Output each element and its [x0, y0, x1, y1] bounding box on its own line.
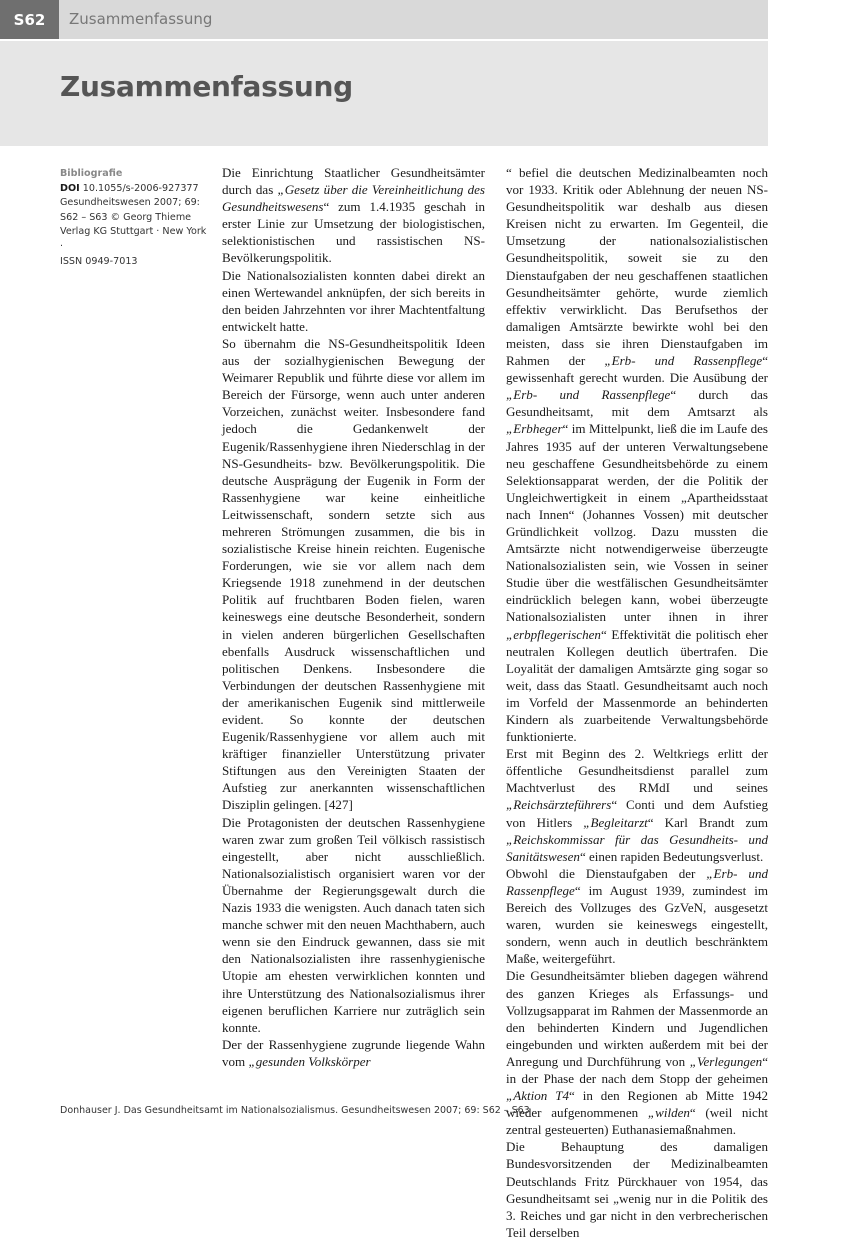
- text-run: So übernahm die NS-Gesundheitspolitik Ideen aus der sozialhygienischen Bewegung der Weimarer Republik und führte diese vor allem im Bereich der Fürsorge, wenn auch unter anderen Vorzeichen, zunächst weiter. Insbesondere fand jedoch die Gedankenwelt der Eugenik/Rassenhygiene ihren Niederschlag in der NS-Gesundheits- bzw. Bevölkerungspolitik. Die deutsche Ausprägung der Eugenik in Form der Rassenhygiene war keine einheitliche Leitwissenschaft, sondern setzte sich aus mehreren Strömungen zusammen, die bis in sozialistische Kreise hinein reichten. Eugenische Forderungen, wie sie vor allem nach dem Kriegsende 1918 zunehmend in der deutschen Politik auf fruchtbaren Boden fielen, waren keineswegs eine deutsche Besonderheit, sondern in vielen anderen bürgerlichen Gesellschaften ebenfalls Ausdruck wissenschaftlichen und politischen Denkens. Insbesondere die Verbindungen der deutschen Rassenhygiene mit der amerikanischen Eugenik sind mittlerweile evident. So konnte der deutschen Eugenik/Rassenhygiene vor allem auch mit kräftiger finanzieller Unterstützung privater Stiftungen aus den Vereinigten Staaten der Aufstieg zur anerkannten wissenschaftlichen Disziplin gelingen. [427]: [222, 335, 485, 813]
- article-title: Zusammenfassung: [60, 70, 353, 103]
- emphasized-term: „Erb- und Rassenpflege: [604, 353, 763, 369]
- text-run: “ in den Regionen ab Mitte 1942 wieder aufgenommenen: [506, 1088, 768, 1121]
- page-footer: Donhauser J. Das Gesundheitsamt im Nationalsozialismus. Gesundheitswesen 2007; 69: S62 – S63: [60, 1105, 530, 1116]
- text-run: Der der Rassenhygiene zugrunde liegende Wahn vom: [222, 1036, 485, 1069]
- emphasized-term: „gesunden Volkskörper: [248, 1053, 371, 1069]
- text-run: “ Conti und dem Aufstieg von Hitlers: [506, 797, 768, 830]
- body-paragraph: [222, 335, 485, 814]
- emphasized-term: „erbpflegerischen: [506, 626, 601, 642]
- bibliography-heading: Bibliografie: [60, 168, 123, 179]
- text-run: Die Protagonisten der deutschen Rassenhygiene waren zwar zum großen Teil völkisch rassistisch eingestellt, aber nicht ausschließlich. Nationalsozialistisch organisiert waren vor der Übernahme der Regierungsgewalt durch die Nazis 1933 die wenigsten. Auch danach taten sich manche schwer mit den neuen Machthabern, auch wenn sie den Eindruck gewannen, dass sie mit den Nationalsozialisten ihre rassenhygienische Utopie am ehesten verwirklichen konnten und ihre Unterstützung des Nationalsozialismus ihrer eigenen beruflichen Karriere nur zuträglich sein konnte.: [222, 814, 485, 1035]
- text-run: “ im August 1939, zumindest im Bereich des Vollzuges des GzVeN, ausgesetzt waren, wurden sie keineswegs eingestellt, sondern, wenn auch in deutlich beschränktem Maße, weitergeführt.: [506, 882, 768, 967]
- body-paragraph: [506, 745, 768, 865]
- text-run: “ einen rapiden Bedeutungsverlust.: [579, 848, 764, 864]
- body-paragraph: [222, 164, 485, 267]
- body-paragraph: [506, 865, 768, 968]
- body-paragraph: [222, 814, 485, 1036]
- body-paragraph: [222, 1036, 485, 1070]
- page-number: S62: [0, 0, 59, 39]
- doi-line: [60, 182, 210, 197]
- citation-line: Gesundheitswesen 2007; 69:: [60, 197, 200, 209]
- emphasized-term: „Verlegungen: [689, 1053, 763, 1069]
- running-header-bar: [0, 0, 768, 39]
- body-paragraph-continued: [506, 164, 768, 745]
- body-column-left: [222, 164, 485, 1086]
- text-run: “ im Mittelpunkt, ließ die im Laufe des Jahres 1935 auf der unteren Verwaltungsebene neu geschaffene Gesundheitsbehörde zu einem Selektionsapparat werden, der die Politik der Ungleichwertigkeit in einem „Apartheidsstaat nach Innen“ (Johannes Vossen) mit deutscher Gründlichkeit vollzog. Dazu mussten die Amtsärzte nicht notwendigerweise überzeugte Nationalsozialisten sein, wie Vossen in seiner Studie über die westfälischen Gesundheitsämter eindrücklich belegen kann, wobei überzeugte Nationalsozialisten unter ihnen in ihrer: [506, 421, 768, 625]
- text-run: “ zum 1.4.1935 geschah in erster Linie zur Umsetzung der biologistischen, selektionistischen und rassistischen NS-Bevölkerungspolitik.: [222, 199, 485, 266]
- bibliography-block: [60, 167, 210, 269]
- body-paragraph: [222, 267, 485, 335]
- body-paragraph: [506, 1138, 768, 1241]
- text-run: Die Einrichtung Staatlicher Gesundheitsämter durch das: [222, 165, 485, 198]
- citation-line: ISSN 0949-7013: [60, 255, 138, 267]
- text-run: “ durch das Gesundheitsamt, mit dem Amtsarzt als: [506, 387, 768, 420]
- emphasized-term: „Erbheger: [506, 421, 563, 437]
- doi-label: DOI: [60, 182, 80, 194]
- emphasized-term: „wilden: [647, 1105, 690, 1121]
- text-run: Erst mit Beginn des 2. Weltkriegs erlitt der öffentliche Gesundheitsdienst parallel zum Machtverlust des RMdI und seines: [506, 746, 768, 796]
- citation-line: S62 – S63 © Georg Thieme: [60, 211, 192, 223]
- text-run: Die Gesundheitsämter blieben dagegen während des ganzen Krieges als Erfassungs- und Vollzugsapparat im Rahmen der Massenmorde an den behinderten Kindern und Jugendlichen eingebunden und wirkten außerdem mit bei der Anregung und Durchführung von: [506, 968, 768, 1069]
- emphasized-term: „Erb- und Rassenpflege: [506, 865, 768, 898]
- text-run: “ gewissenhaft gerecht wurden. Die Ausübung der: [506, 353, 768, 386]
- text-run: “ befiel die deutschen Medizinalbeamten noch vor 1933. Kritik oder Ablehnung der neuen NS-Gesundheitspolitik war deshalb aus diesen Kreisen nicht zu erwarten. Im Gegenteil, die Umsetzung der nationalsozialistischen Gesundheitspolitik, soweit sie zu den Dienstaufgaben der neu geschaffenen staatlichen Gesundheitsämter gehörte, wurde ziemlich effektiv verwirklicht. Das Berufsethos der damaligen Amtsärzte bewirkte wohl bei den meisten, dass sie ihren Dienstaufgaben im Rahmen der: [506, 165, 768, 369]
- text-run: “ in der Phase der nach dem Stopp der geheimen: [506, 1053, 768, 1086]
- emphasized-term: „Begleitarzt: [583, 814, 648, 830]
- citation-line: Verlag KG Stuttgart · New York ·: [60, 226, 207, 252]
- body-paragraph: [506, 967, 768, 1138]
- emphasized-term: „Gesetz über die Vereinheitlichung des Gesundheitswesens: [222, 182, 485, 215]
- text-run: Die Behauptung des damaligen Bundesvorsitzenden der Medizinalbeamten Deutschlands Fritz Pürckhauer von 1954, das Gesundheitsamt sei „wenig nur in die Politik des 3. Reiches und gar nicht in den verbrecherischen Teil derselben: [506, 1139, 768, 1240]
- emphasized-term: „Reichskommissar für das Gesundheits- und Sanitätswesen: [506, 831, 768, 864]
- text-run: “ Effektivität die politisch eher neutralen Kollegen deutlich übertrafen. Die Loyalität der damaligen Amtsärzte ging sogar so weit, dass das Staatl. Gesundheitsamt auch noch im Vorfeld der Massenmorde an behinderten Kindern als zuarbeitende Verwaltungsbehörde funktionierte.: [506, 626, 768, 745]
- doi-value: 10.1055/s-2006-927377: [82, 182, 199, 194]
- running-header-section: Zusammenfassung: [69, 10, 213, 28]
- text-run: “ (weil nicht zentral gesteuerten) Euthanasiemaßnahmen.: [506, 1105, 768, 1138]
- text-run: Obwohl die Dienstaufgaben der: [506, 865, 707, 881]
- emphasized-term: „Reichsärzteführers: [506, 797, 612, 813]
- text-run: “ Karl Brandt zum: [647, 814, 768, 830]
- emphasized-term: „Erb- und Rassenpflege: [506, 387, 671, 403]
- emphasized-term: „Aktion T4: [506, 1088, 570, 1104]
- body-column-right: [506, 164, 768, 1240]
- text-run: Die Nationalsozialisten konnten dabei direkt an einen Wertewandel anknüpfen, der sich bereits in den beiden Jahrzehnten vor ihrer Machtentfaltung entwickelt hatte.: [222, 267, 485, 334]
